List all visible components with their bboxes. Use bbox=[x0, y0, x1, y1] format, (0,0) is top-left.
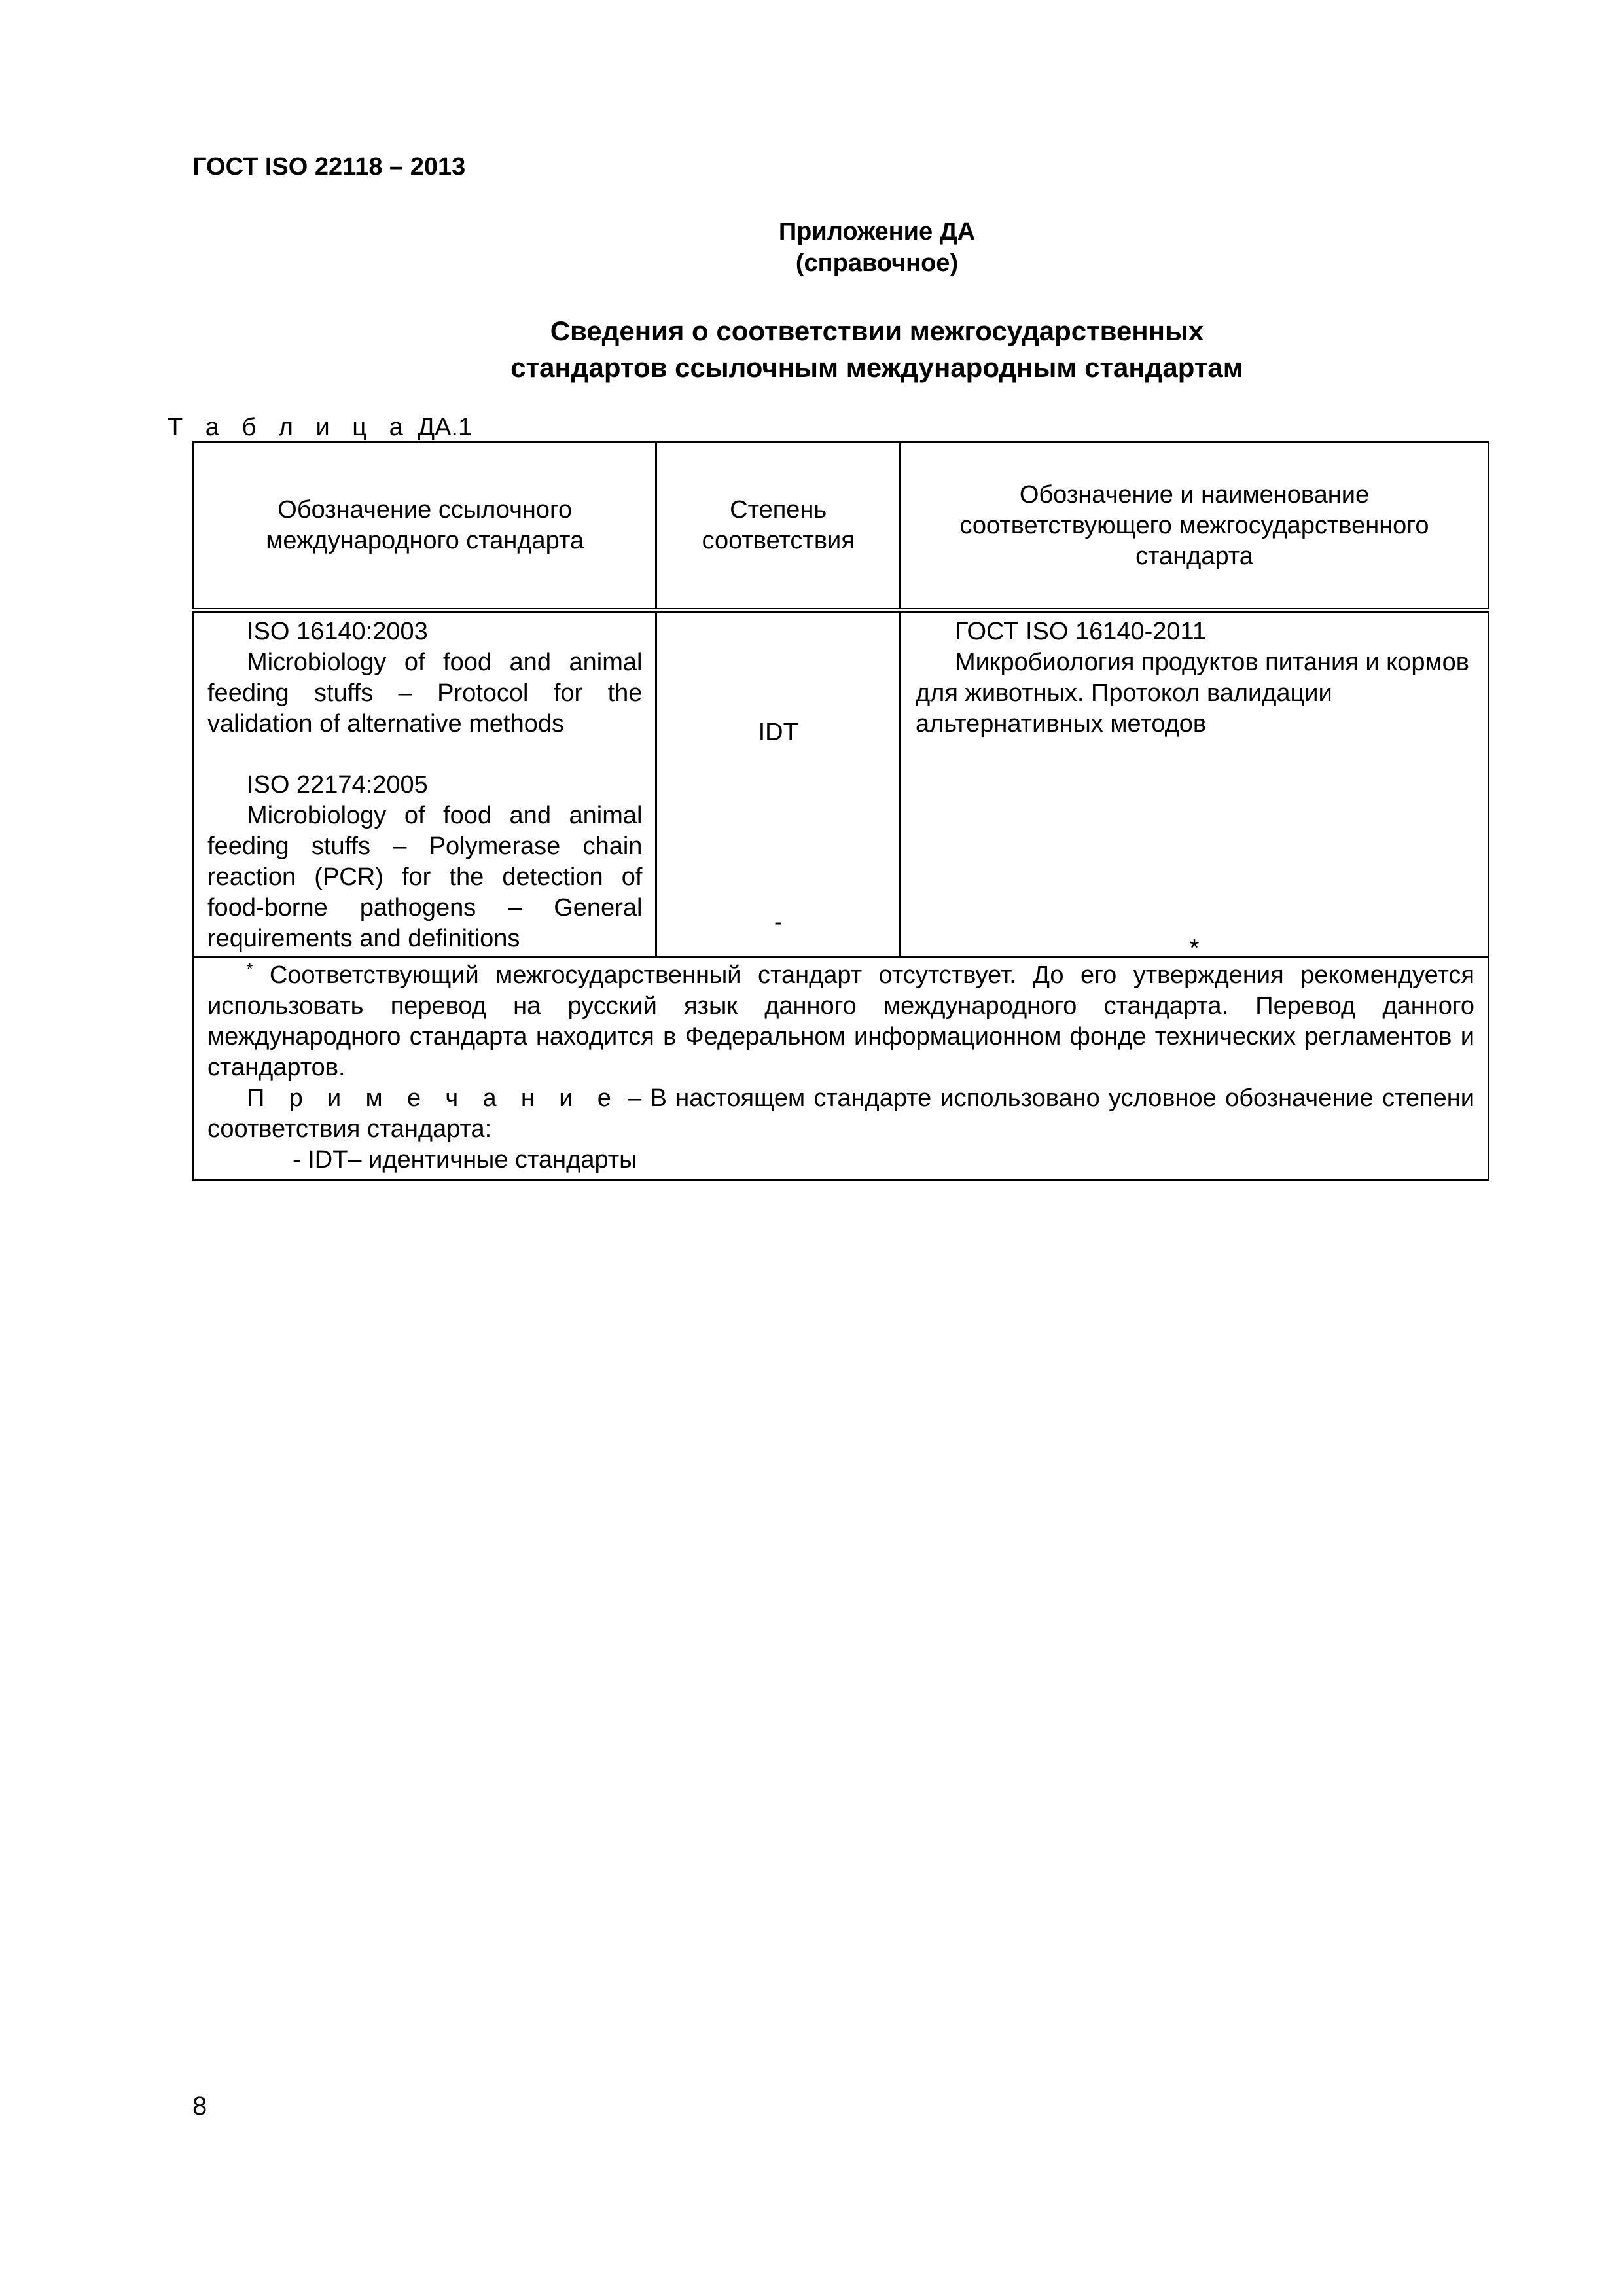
table-caption-id: ДА.1 bbox=[418, 414, 473, 441]
main-title bbox=[65, 313, 1623, 386]
table-notes-cell bbox=[194, 957, 1489, 1181]
table-caption-label: Т а б л и ц а bbox=[168, 414, 411, 441]
ref-code-1: ISO 16140:2003 bbox=[247, 618, 428, 645]
header-degree: Степень соответствия bbox=[656, 442, 901, 611]
table-row bbox=[194, 611, 1489, 957]
table-notes-row bbox=[194, 957, 1489, 1181]
page-number: 8 bbox=[192, 2092, 207, 2121]
gost-standard-cell bbox=[901, 611, 1489, 962]
main-title-line-2: стандартов ссылочным международным стандартам bbox=[510, 352, 1243, 383]
gost-code-1: ГОСТ ISO 16140-2011 bbox=[955, 618, 1207, 645]
degree-2: - bbox=[774, 908, 783, 936]
header-ref-standard: Обозначение ссылочного международного стандарта bbox=[194, 442, 656, 611]
degree-cell bbox=[656, 611, 901, 957]
gost-title-1: Микробиология продуктов питания и кормов для животных. Протокол валидации альтернативных методов bbox=[916, 649, 1469, 738]
note-label: П р и м е ч а н и е bbox=[247, 1085, 619, 1112]
main-title-line-1: Сведения о соответствии межгосударственных bbox=[550, 315, 1204, 346]
footnote-mark: * bbox=[247, 960, 253, 978]
appendix-title: Приложение ДА bbox=[778, 218, 976, 245]
ref-title-2: Microbiology of food and animal feeding stuffs – Polymerase chain reaction (PCR) for the detection of food-borne pathogens – General requirements and definitions bbox=[207, 802, 643, 952]
ref-code-2: ISO 22174:2005 bbox=[247, 771, 428, 798]
gost-code-2: * bbox=[1189, 935, 1200, 962]
degree-1: IDT bbox=[758, 719, 798, 746]
reference-standards-table bbox=[192, 441, 1489, 1181]
header-gost-standard: Обозначение и наименование соответствующего межгосударственного стандарта bbox=[901, 442, 1489, 611]
note-item: - IDT– идентичные стандарты bbox=[293, 1146, 637, 1174]
footnote-text: Соответствующий межгосударственный стандарт отсутствует. До его утверждения рекомендуется использовать перевод на русский язык данного международного стандарта. Перевод данного международного стандарта находится в Федеральном информационном фонде технических регламентов и стандартов. bbox=[207, 961, 1475, 1081]
appendix-subtitle: (справочное) bbox=[795, 249, 959, 277]
table-header-row bbox=[194, 442, 1489, 611]
ref-standard-cell bbox=[194, 611, 656, 957]
ref-title-1: Microbiology of food and animal feeding stuffs – Protocol for the validation of alternative methods bbox=[207, 649, 643, 738]
document-header-id: ГОСТ ISO 22118 – 2013 bbox=[192, 153, 466, 181]
table-caption bbox=[168, 414, 472, 442]
appendix-heading bbox=[65, 216, 1623, 279]
note-text: – В настоящем стандарте использовано условное обозначение степени соответствия стандарта: bbox=[207, 1085, 1474, 1143]
